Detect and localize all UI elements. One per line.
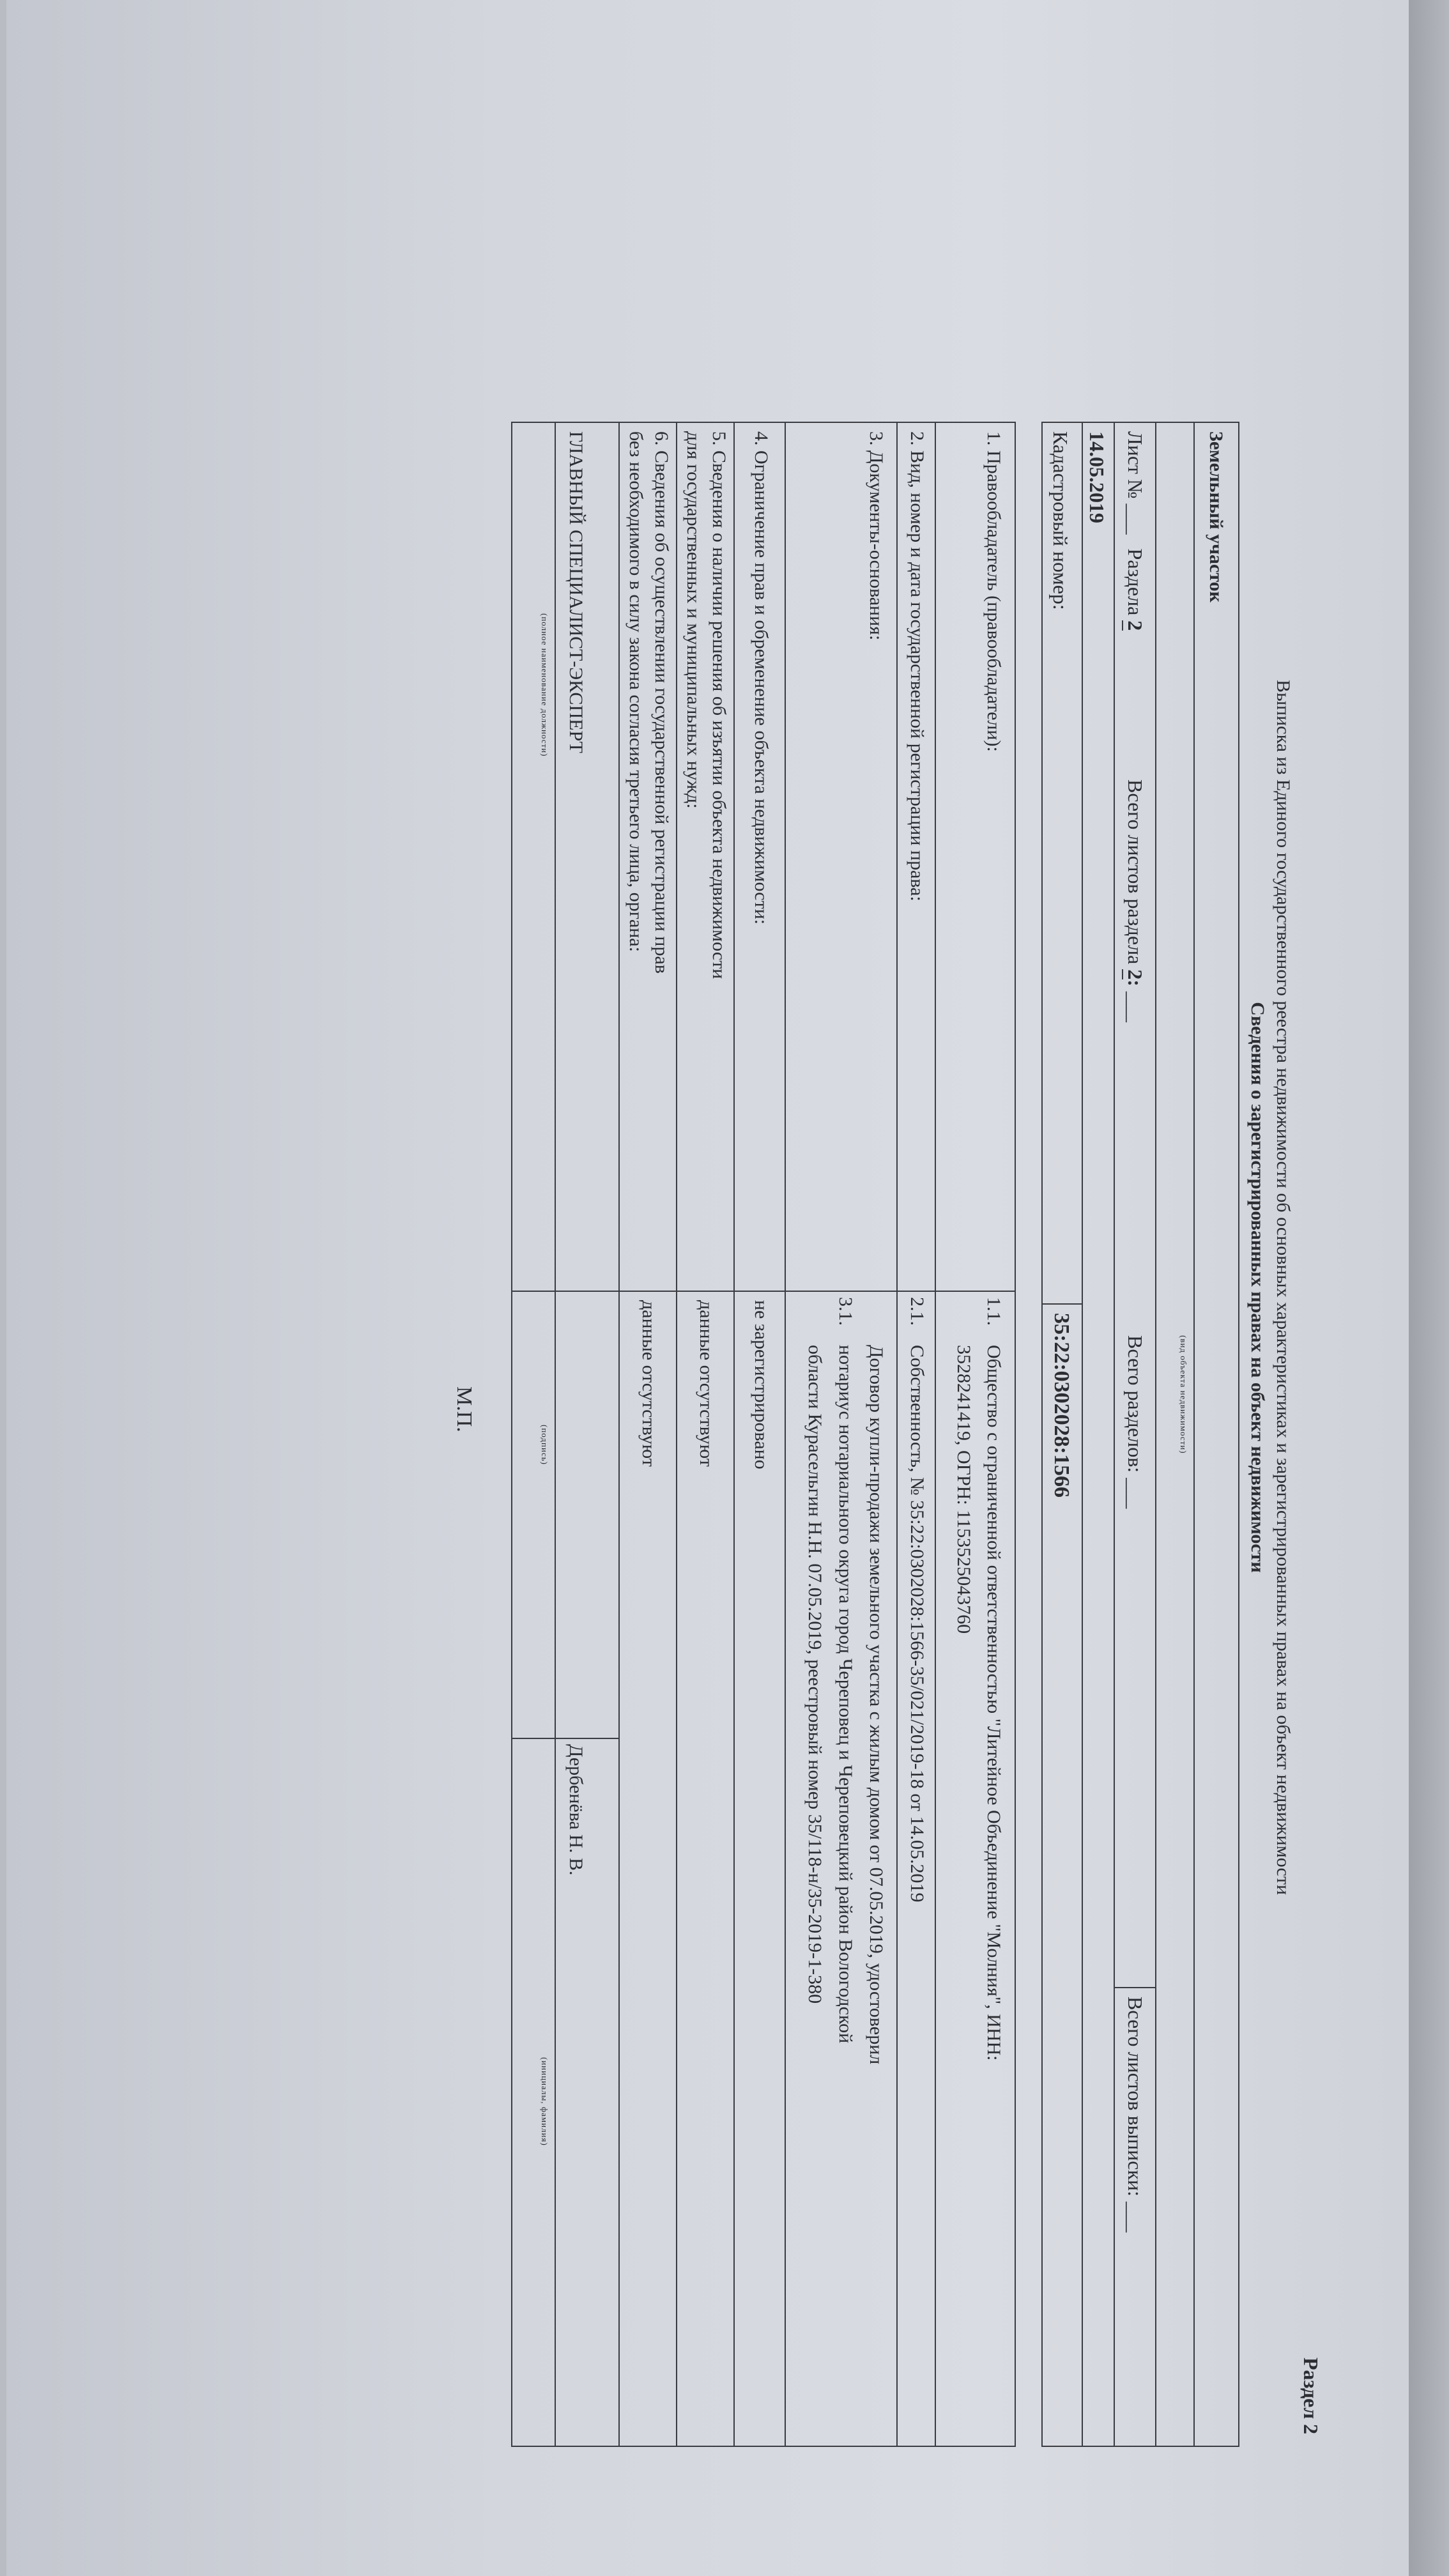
- total-sheets-section: Всего листов раздела 2: ___: [1122, 779, 1147, 1022]
- header-line: [1193, 422, 1195, 2447]
- cadastral-label: Кадастровый номер:: [1049, 431, 1072, 610]
- header-line: [1114, 422, 1115, 2447]
- table-divider: [511, 1291, 1016, 1292]
- header-divider: [1115, 1987, 1156, 1988]
- row-line: [896, 422, 898, 2447]
- row6-label-line2: без необходимого в силу закона согласия третьего лица, органа:: [625, 431, 647, 953]
- document-title: Выписка из Единого государственного реестра недвижимости об основных характеристиках и зарегистрированных правах на объект недвижимости: [1273, 679, 1294, 1895]
- row2-num: 2.1.: [907, 1297, 928, 1326]
- table-edge: [1409, 0, 1449, 2576]
- object-type-caption: (вид объекта недвижимости): [1179, 1335, 1188, 1454]
- row-line: [785, 422, 786, 2447]
- row-line: [733, 422, 735, 2447]
- signer-name: Дербенёва Н. В.: [565, 1744, 586, 1876]
- row1-label: 1. Правообладатель (правообладатели):: [983, 431, 1004, 752]
- row1-num: 1.1.: [983, 1297, 1004, 1326]
- position-caption: (полное наименование должности): [540, 613, 549, 757]
- row3-label: 3. Документы-основания:: [866, 431, 887, 641]
- row6-label-line1: 6. Сведения об осуществлении государственной регистрации прав: [651, 431, 672, 974]
- header-line: [1082, 422, 1083, 2447]
- extract-document: [428, 89, 1322, 2485]
- stamp-place: М.П.: [452, 1386, 476, 1432]
- cadastral-number: 35:22:0302028:1566: [1050, 1313, 1073, 1498]
- signature-divider: [511, 1738, 620, 1739]
- row2-label: 2. Вид, номер и дата государственной регистрации права:: [907, 431, 928, 901]
- section-subtitle: Сведения о зарегистрированных правах на объект недвижимости: [1247, 1002, 1268, 1573]
- total-sheets-extract: Всего листов выписки: ___: [1124, 1997, 1147, 2233]
- row1-value-line2: 3528241419, ОГРН: 1153525043760: [953, 1345, 974, 1634]
- row6-value: данные отсутствуют: [638, 1300, 659, 1467]
- row3-num: 3.1.: [835, 1297, 856, 1326]
- object-type: Земельный участок: [1206, 431, 1227, 602]
- total-sections: Всего разделов: ___: [1124, 1335, 1147, 1509]
- row5-label-line1: 5. Сведения о наличии решения об изъятии объекта недвижимости: [709, 431, 730, 979]
- extract-date: 14.05.2019: [1085, 431, 1108, 523]
- row5-label-line2: для государственных и муниципальных нужд:: [683, 431, 704, 809]
- signature-caption: (подпись): [540, 1425, 549, 1465]
- header-line: [1155, 422, 1156, 2447]
- header-divider: [1041, 1303, 1083, 1305]
- row3-value-line2: нотариус нотариального округа город Череповец и Череповецкий район Вологодской: [835, 1345, 856, 2044]
- sheet-number: Лист № ___ Раздела 2: [1122, 431, 1147, 631]
- row4-label: 4. Ограничение прав и обременение объекта недвижимости:: [751, 431, 772, 925]
- row1-value-line1: Общество с ограниченной ответственностью "Литейное Объединение "Молния", ИНН:: [983, 1345, 1004, 2061]
- section-label: Раздел 2: [1300, 2358, 1322, 2435]
- row4-value: не зарегистрировано: [751, 1300, 772, 1469]
- row2-value: Собственность, № 35:22:0302028:1566-35/021/2019-18 от 14.05.2019: [907, 1345, 928, 1903]
- row3-value-line3: области Курасельгин Н.Н. 07.05.2019, реестровый номер 35/118-н/35-2019-1-380: [804, 1345, 825, 2004]
- name-caption: (инициалы, фамилия): [540, 2057, 549, 2146]
- row3-value-line1: Договор купли-продажи земельного участка с жилым домом от 07.05.2019, удостоверил: [866, 1345, 887, 2065]
- signature-line: [555, 422, 556, 2447]
- row-line: [935, 422, 936, 2447]
- row-line: [676, 422, 677, 2447]
- row-line: [618, 422, 620, 2447]
- signer-position: ГЛАВНЫЙ СПЕЦИАЛИСТ-ЭКСПЕРТ: [565, 431, 586, 753]
- row5-value: данные отсутствуют: [696, 1300, 717, 1467]
